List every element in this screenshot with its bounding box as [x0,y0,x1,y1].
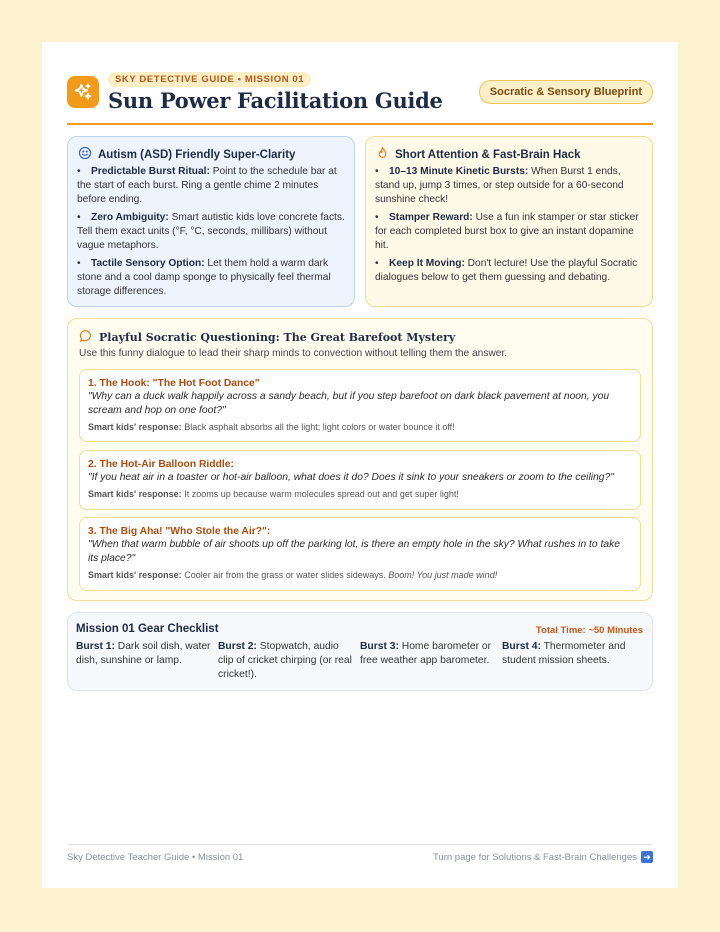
attention-list [375,165,644,289]
gear-checklist [67,612,653,691]
attention-card-title: Short Attention & Fast-Brain Hack [395,148,581,161]
list-item: • Tactile Sensory Option: Let them hold a warm dark stone and a cool damp sponge to physically feel thermal storage differences. [77,258,331,297]
gear-title: Mission 01 Gear Checklist [76,623,219,635]
question-card [79,369,641,442]
asd-card [67,136,355,307]
list-item: • Zero Ambiguity: Smart autistic kids love concrete facts. Tell them exact units (°F, °C, seconds, millibars) without vague metaphors. [77,212,345,251]
list-item: • Predictable Burst Ritual: Point to the schedule bar at the start of each burst. Ring a gentle chime 2 minutes before ending. [77,166,337,205]
smile-icon [78,146,92,163]
asd-card-header [78,146,295,163]
flame-icon [376,146,389,163]
list-item: • 10–13 Minute Kinetic Bursts: When Burst 1 ends, stand up, jump 3 times, or step outside for a 60-second sunshine check! [375,166,624,205]
question-text: "When that warm bubble of air shoots up off the parking lot, is there an empty hole in the sky? What rushes in to take its place?" [88,539,620,564]
burst-item: Burst 2: Stopwatch, audio clip of cricket chirping (or real cricket!). [218,641,352,680]
asd-card-title: Autism (ASD) Friendly Super-Clarity [98,148,296,161]
question-response: Smart kids' response: Cooler air from the grass or water slides sideways. Boom! You just made wind! [88,570,498,580]
footer-divider [67,844,653,845]
socratic-subtitle: Use this funny dialogue to lead their sharp minds to convection without telling them the answer. [79,348,508,359]
attention-card-header [376,146,581,163]
header-divider [67,123,653,125]
socratic-header [79,329,455,346]
list-item: • Keep It Moving: Don't lecture! Use the playful Socratic dialogues below to get them guessing and debating. [375,258,638,283]
question-text: "Why can a duck walk happily across a sandy beach, but if you step barefoot on dark black pavement at noon, you scream and hop on one foot?" [88,391,610,416]
question-response: Smart kids' response: It zooms up because warm molecules spread out and get super light! [88,489,459,499]
question-card [79,450,641,510]
arrow-right-icon: ➜ [641,851,653,863]
guide-kicker: SKY DETECTIVE GUIDE • MISSION 01 [108,72,311,87]
question-text: "If you heat air in a toaster or hot-air balloon, what does it do? Does it sink to your sneakers or zoom to the ceiling?" [88,472,614,483]
question-card [79,517,641,591]
socratic-title: Playful Socratic Questioning: The Great Barefoot Mystery [99,331,456,344]
gear-grid [76,640,644,682]
burst-item: Burst 4: Thermometer and student mission sheets. [502,641,626,666]
sparkles-icon [67,76,99,108]
footer-right-text: Turn page for Solutions & Fast-Brain Challenges [432,851,637,863]
socratic-section [67,318,653,601]
asd-list [77,165,346,303]
list-item: • Stamper Reward: Use a fun ink stamper or star sticker for each completed burst box to give an instant dopamine hit. [375,212,639,251]
total-time: Total Time: ~50 Minutes [535,625,643,636]
attention-card [365,136,653,307]
footer-left: Sky Detective Teacher Guide • Mission 01 [67,852,244,863]
speech-bubble-icon [79,329,93,346]
burst-item: Burst 1: Dark soil dish, water dish, sunshine or lamp. [76,641,211,666]
blueprint-badge: Socratic & Sensory Blueprint [479,80,653,104]
question-response: Smart kids' response: Black asphalt absorbs all the light; light colors or water bounce it off! [88,422,455,432]
next-page-link[interactable] [433,851,653,863]
question-label: 2. The Hot-Air Balloon Riddle: [88,459,234,470]
burst-item: Burst 3: Home barometer or free weather app barometer. [360,641,492,666]
page [42,42,678,888]
question-label: 3. The Big Aha! "Who Stole the Air?": [88,526,271,537]
page-title: Sun Power Facilitation Guide [108,88,443,113]
question-label: 1. The Hook: "The Hot Foot Dance" [88,378,260,389]
